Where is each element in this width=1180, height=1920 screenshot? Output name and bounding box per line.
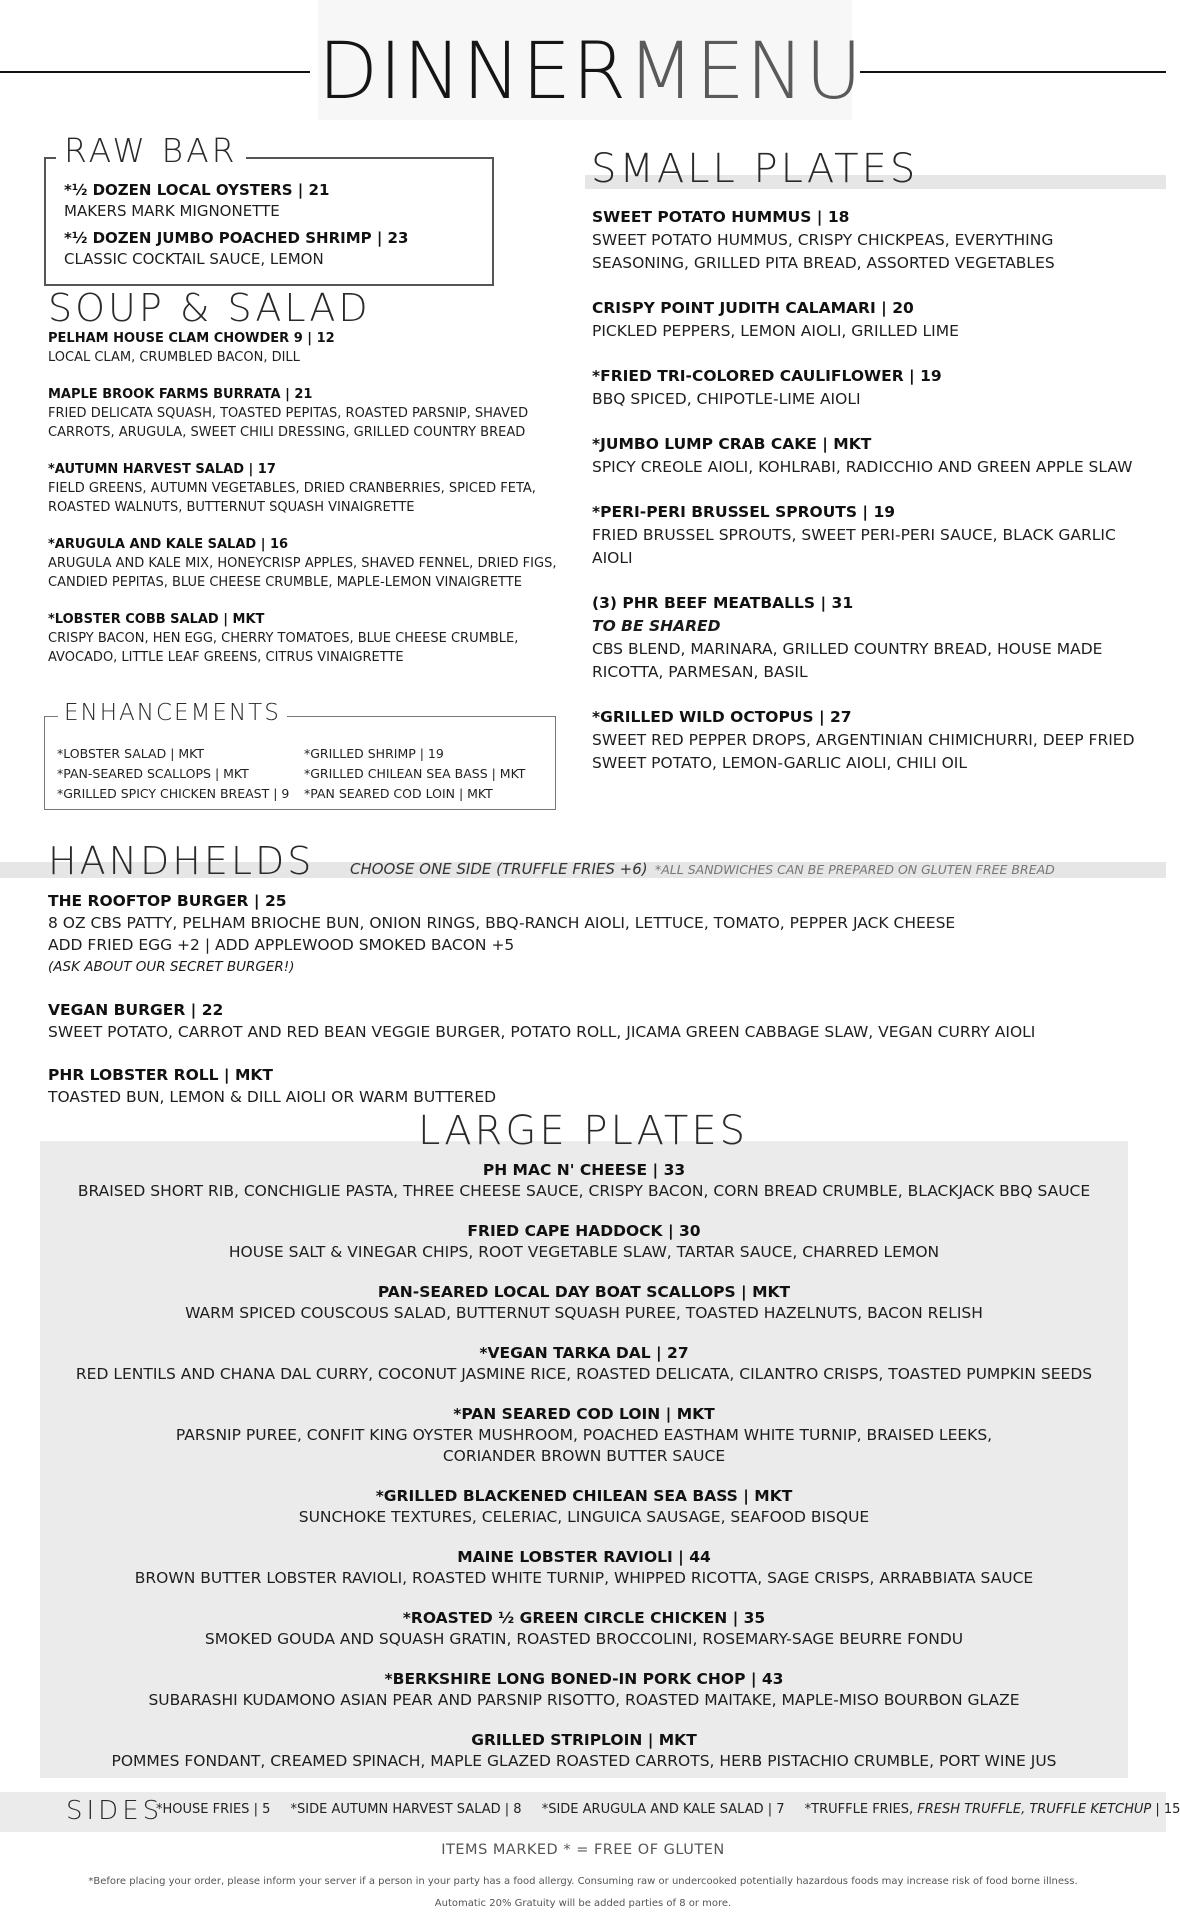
- side-item: *SIDE AUTUMN HARVEST SALAD | 8: [290, 1802, 522, 1817]
- item-desc: SUNCHOKE TEXTURES, CELERIAC, LINGUICA SAUSAGE, SEAFOOD BISQUE: [298, 1508, 870, 1526]
- item-desc: HOUSE SALT & VINEGAR CHIPS, ROOT VEGETABLE SLAW, TARTAR SAUCE, CHARRED LEMON: [228, 1243, 940, 1261]
- item-desc: SWEET RED PEPPER DROPS, ARGENTINIAN CHIMICHURRI, DEEP FRIED SWEET POTATO, LEMON-GARLIC AIOLI, CHILI OIL: [592, 731, 1135, 772]
- item-desc: BRAISED SHORT RIB, CONCHIGLIE PASTA, THREE CHEESE SAUCE, CRISPY BACON, CORN BREAD CRUMBLE, BLACKJACK BBQ SAUCE: [77, 1182, 1091, 1200]
- item-subnote: TO BE SHARED: [592, 617, 721, 635]
- large-plate-item: [40, 1343, 1128, 1385]
- large-plate-item: [40, 1282, 1128, 1324]
- handhelds-list: [48, 890, 1128, 1129]
- small-plate-item: [592, 206, 1152, 275]
- item-desc: SUBARASHI KUDAMONO ASIAN PEAR AND PARSNIP RISOTTO, ROASTED MAITAKE, MAPLE-MISO BOURBON GLAZE: [148, 1691, 1020, 1709]
- large-plate-item: [40, 1608, 1128, 1650]
- small-plate-item: [592, 297, 1152, 343]
- item-name: MAPLE BROOK FARMS BURRATA | 21: [48, 387, 313, 402]
- small-plate-item: [592, 706, 1152, 775]
- small-plate-item: [592, 433, 1152, 479]
- item-name: *GRILLED WILD OCTOPUS | 27: [592, 708, 852, 726]
- item-name: *BERKSHIRE LONG BONED-IN PORK CHOP | 43: [384, 1670, 784, 1688]
- title-rule-left: [0, 71, 310, 73]
- enhancements-col-1: [57, 744, 289, 804]
- item-name: PHR LOBSTER ROLL | MKT: [48, 1066, 273, 1084]
- gratuity-note: Automatic 20% Gratuity will be added parties of 8 or more.: [434, 1898, 732, 1909]
- soup-salad-item: [48, 385, 558, 442]
- title-rule-right: [860, 71, 1166, 73]
- item-desc: ARUGULA AND KALE MIX, HONEYCRISP APPLES, SHAVED FENNEL, DRIED FIGS, CANDIED PEPITAS, BLUE CHEESE CRUMBLE, MAPLE-LEMON VINAIGRETTE: [48, 556, 557, 590]
- item-name: GRILLED STRIPLOIN | MKT: [471, 1731, 697, 1749]
- item-name: PH MAC N' CHEESE | 33: [482, 1161, 686, 1179]
- small-plate-item: [592, 592, 1152, 684]
- sides-heading: SIDES: [66, 1796, 164, 1826]
- title-word-menu: MENU: [627, 27, 864, 117]
- item-desc: CRISPY BACON, HEN EGG, CHERRY TOMATOES, BLUE CHEESE CRUMBLE, AVOCADO, LITTLE LEAF GREENS, CITRUS VINAIGRETTE: [48, 631, 519, 665]
- item-desc: SPICY CREOLE AIOLI, KOHLRABI, RADICCHIO AND GREEN APPLE SLAW: [592, 458, 1133, 476]
- item-desc: CLASSIC COCKTAIL SAUCE, LEMON: [64, 250, 324, 268]
- enhancements-col-2: [304, 744, 525, 804]
- sides-list: [156, 1802, 1180, 1817]
- item-desc: BROWN BUTTER LOBSTER RAVIOLI, ROASTED WHITE TURNIP, WHIPPED RICOTTA, SAGE CRISPS, ARRABBIATA SAUCE: [134, 1569, 1034, 1587]
- item-name: (3) PHR BEEF MEATBALLS | 31: [592, 594, 854, 612]
- enhancement-item: *GRILLED SHRIMP | 19: [304, 746, 444, 761]
- item-desc-continued: CORIANDER BROWN BUTTER SAUCE: [442, 1447, 726, 1465]
- item-name: VEGAN BURGER | 22: [48, 1001, 224, 1019]
- truffle-detail: FRESH TRUFFLE, TRUFFLE KETCHUP: [917, 1802, 1152, 1817]
- title-word-dinner: DINNER: [318, 27, 628, 117]
- small-plate-item: [592, 365, 1152, 411]
- soup-salad-item: [48, 535, 558, 592]
- raw-bar-list: [64, 180, 484, 276]
- large-plate-item: [40, 1404, 1128, 1467]
- side-item-truffle: [805, 1802, 1180, 1817]
- item-name: *GRILLED BLACKENED CHILEAN SEA BASS | MKT: [375, 1487, 793, 1505]
- enhancement-item: *GRILLED SPICY CHICKEN BREAST | 9: [57, 786, 290, 801]
- handhelds-gluten-free-note: *ALL SANDWICHES CAN BE PREPARED ON GLUTEN FREE BREAD: [655, 862, 1055, 877]
- item-name: SWEET POTATO HUMMUS | 18: [592, 208, 850, 226]
- gluten-free-legend: ITEMS MARKED * = FREE OF GLUTEN: [441, 1842, 725, 1858]
- handhelds-heading: HANDHELDS: [48, 839, 315, 883]
- item-name: *PERI-PERI BRUSSEL SPROUTS | 19: [592, 503, 896, 521]
- item-desc: FIELD GREENS, AUTUMN VEGETABLES, DRIED CRANBERRIES, SPICED FETA, ROASTED WALNUTS, BUTTERNUT SQUASH VINAIGRETTE: [48, 481, 536, 515]
- side-item: *SIDE ARUGULA AND KALE SALAD | 7: [541, 1802, 785, 1817]
- enhancement-item: *GRILLED CHILEAN SEA BASS | MKT: [304, 766, 526, 781]
- item-name: *½ DOZEN LOCAL OYSTERS | 21: [64, 181, 330, 199]
- enhancement-item: *PAN-SEARED SCALLOPS | MKT: [57, 766, 249, 781]
- enhancements-heading: ENHANCEMENTS: [58, 700, 287, 726]
- item-name: *VEGAN TARKA DAL | 27: [479, 1344, 689, 1362]
- large-plate-item: [40, 1547, 1128, 1589]
- item-name: PELHAM HOUSE CLAM CHOWDER 9 | 12: [48, 331, 335, 346]
- item-name: FRIED CAPE HADDOCK | 30: [467, 1222, 701, 1240]
- soup-salad-item: [48, 329, 558, 367]
- enhancement-item: *PAN SEARED COD LOIN | MKT: [304, 786, 493, 801]
- item-desc: MAKERS MARK MIGNONETTE: [64, 202, 280, 220]
- item-name: *AUTUMN HARVEST SALAD | 17: [48, 462, 276, 477]
- item-desc: LOCAL CLAM, CRUMBLED BACON, DILL: [48, 350, 300, 365]
- item-name: MAINE LOBSTER RAVIOLI | 44: [457, 1548, 711, 1566]
- soup-salad-item: [48, 460, 558, 517]
- item-name: CRISPY POINT JUDITH CALAMARI | 20: [592, 299, 914, 317]
- item-desc: SMOKED GOUDA AND SQUASH GRATIN, ROASTED BROCCOLINI, ROSEMARY-SAGE BEURRE FONDU: [204, 1630, 964, 1648]
- truffle-label: *TRUFFLE FRIES,: [804, 1802, 918, 1817]
- small-plate-item: [592, 501, 1152, 570]
- soup-salad-list: [48, 329, 558, 685]
- soup-salad-item: [48, 610, 558, 667]
- item-desc: FRIED DELICATA SQUASH, TOASTED PEPITAS, ROASTED PARSNIP, SHAVED CARROTS, ARUGULA, SWEET CHILI DRESSING, GRILLED COUNTRY BREAD: [48, 406, 529, 440]
- item-note: (ASK ABOUT OUR SECRET BURGER!): [48, 959, 295, 975]
- item-name: *ARUGULA AND KALE SALAD | 16: [48, 537, 289, 552]
- item-desc: TOASTED BUN, LEMON & DILL AIOLI OR WARM BUTTERED: [48, 1088, 497, 1106]
- item-name: *½ DOZEN JUMBO POACHED SHRIMP | 23: [64, 229, 409, 247]
- item-desc: POMMES FONDANT, CREAMED SPINACH, MAPLE GLAZED ROASTED CARROTS, HERB PISTACHIO CRUMBLE, PORT WINE JUS: [111, 1752, 1057, 1770]
- handhelds-side-note: CHOOSE ONE SIDE (TRUFFLE FRIES +6): [350, 860, 648, 878]
- small-plates-list: [592, 206, 1152, 797]
- large-plates-heading: LARGE PLATES: [417, 1108, 749, 1154]
- item-addons: ADD FRIED EGG +2 | ADD APPLEWOOD SMOKED BACON +5: [48, 936, 515, 954]
- raw-bar-heading: RAW BAR: [56, 131, 246, 170]
- handheld-item: [48, 999, 1128, 1043]
- large-plates-list: [40, 1160, 1128, 1791]
- enhancement-item: *LOBSTER SALAD | MKT: [57, 746, 205, 761]
- item-name: PAN-SEARED LOCAL DAY BOAT SCALLOPS | MKT: [377, 1283, 791, 1301]
- soup-salad-heading: SOUP & SALAD: [48, 286, 371, 330]
- item-name: *LOBSTER COBB SALAD | MKT: [48, 612, 265, 627]
- large-plate-item: [40, 1730, 1128, 1772]
- handheld-item: [48, 1064, 1128, 1108]
- handheld-item: [48, 890, 1128, 978]
- raw-bar-item: [64, 180, 484, 222]
- item-desc: SWEET POTATO, CARROT AND RED BEAN VEGGIE BURGER, POTATO ROLL, JICAMA GREEN CABBAGE SLAW, VEGAN CURRY AIOLI: [48, 1023, 1036, 1041]
- menu-title: [318, 0, 864, 120]
- item-desc: SWEET POTATO HUMMUS, CRISPY CHICKPEAS, EVERYTHING SEASONING, GRILLED PITA BREAD, ASSORTED VEGETABLES: [592, 231, 1055, 272]
- item-desc: FRIED BRUSSEL SPROUTS, SWEET PERI-PERI SAUCE, BLACK GARLIC AIOLI: [592, 526, 1116, 567]
- item-desc: BBQ SPICED, CHIPOTLE-LIME AIOLI: [592, 390, 861, 408]
- item-desc: RED LENTILS AND CHANA DAL CURRY, COCONUT JASMINE RICE, ROASTED DELICATA, CILANTRO CRISPS, TOASTED PUMPKIN SEEDS: [75, 1365, 1093, 1383]
- large-plate-item: [40, 1669, 1128, 1711]
- raw-bar-item: [64, 228, 484, 270]
- item-name: *JUMBO LUMP CRAB CAKE | MKT: [592, 435, 872, 453]
- small-plates-heading: SMALL PLATES: [591, 146, 919, 192]
- item-name: *ROASTED ½ GREEN CIRCLE CHICKEN | 35: [402, 1609, 766, 1627]
- side-item: *HOUSE FRIES | 5: [156, 1802, 271, 1817]
- item-name: *PAN SEARED COD LOIN | MKT: [453, 1405, 715, 1423]
- item-name: THE ROOFTOP BURGER | 25: [48, 892, 287, 910]
- truffle-price: | 15: [1151, 1802, 1180, 1817]
- large-plate-item: [40, 1486, 1128, 1528]
- item-desc: PARSNIP PUREE, CONFIT KING OYSTER MUSHROOM, POACHED EASTHAM WHITE TURNIP, BRAISED LEEKS,: [175, 1426, 993, 1444]
- item-desc: CBS BLEND, MARINARA, GRILLED COUNTRY BREAD, HOUSE MADE RICOTTA, PARMESAN, BASIL: [592, 640, 1103, 681]
- item-name: *FRIED TRI-COLORED CAULIFLOWER | 19: [592, 367, 942, 385]
- item-desc: WARM SPICED COUSCOUS SALAD, BUTTERNUT SQUASH PUREE, TOASTED HAZELNUTS, BACON RELISH: [185, 1304, 983, 1322]
- large-plate-item: [40, 1221, 1128, 1263]
- large-plate-item: [40, 1160, 1128, 1202]
- item-desc: 8 OZ CBS PATTY, PELHAM BRIOCHE BUN, ONION RINGS, BBQ-RANCH AIOLI, LETTUCE, TOMATO, PEPPER JACK CHEESE: [48, 914, 956, 932]
- allergy-disclaimer: *Before placing your order, please inform your server if a person in your party has a food allergy. Consuming raw or undercooked potentially hazardous foods may increase risk of food borne illness.: [88, 1876, 1078, 1887]
- item-desc: PICKLED PEPPERS, LEMON AIOLI, GRILLED LIME: [592, 322, 959, 340]
